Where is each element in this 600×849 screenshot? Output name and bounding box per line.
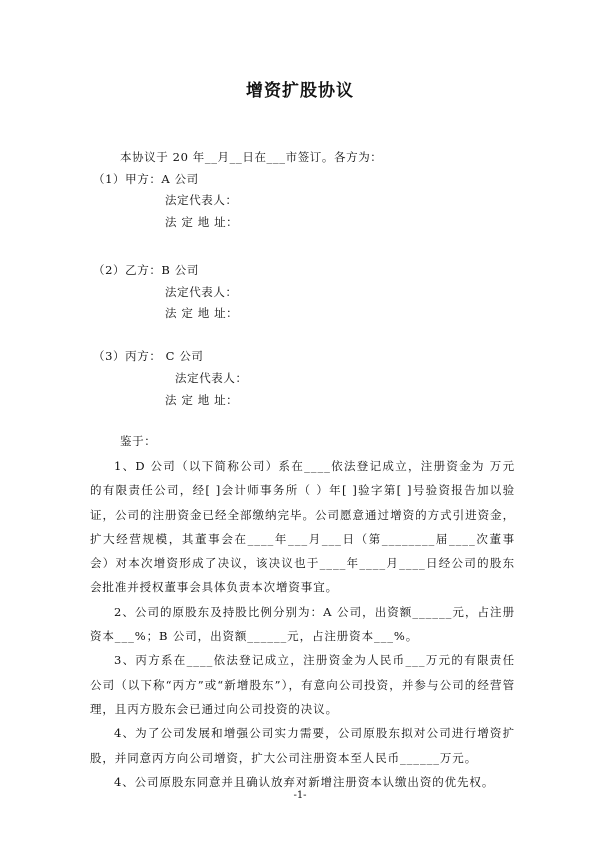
party-c-heading: （3）丙方： C 公司 xyxy=(93,349,204,363)
clause-4: 4、为了公司发展和增强公司实力需要，公司原股东拟对公司进行增资扩股，并同意丙方向公司增资，扩大公司注册资本至人民币______万元。 xyxy=(90,726,515,765)
clause-3: 3、丙方系在____依法登记成立，注册资金为人民币___万元的有限责任公司（以下称“丙方”或“新增股东”），有意向公司投资，并参与公司的经营管理，且丙方股东会已通过向公司投资的决议。 xyxy=(90,653,515,716)
clause-1: 1、D 公司（以下简称公司）系在____依法登记成立，注册资金为 万元的有限责任公司，经[ ]会计师事务所（ ）年[ ]验字第[ ]号验资报告加以验证，公司的注册资金已经全部缴纳完毕。公司愿意通过增资的方式引进资金，扩大经营规模，其董事会在____年___月___日（第________届____次董事会）对本次增资形成了决议，该决议也于____年____月____日经公司的股东会批准并授权董事会具体负责本次增资事宜。 xyxy=(90,459,515,595)
clause-5: 4、公司原股东同意并且确认放弃对新增注册资本认缴出资的优先权。 xyxy=(114,774,495,789)
whereas-label: 鉴于： xyxy=(120,434,157,448)
party-b-addr-label: 法 定 地 址： xyxy=(165,306,239,320)
whereas-clauses xyxy=(90,454,515,794)
party-b-rep-label: 法定代表人： xyxy=(165,285,238,299)
party-c-addr-label: 法 定 地 址： xyxy=(165,393,239,407)
party-a-heading: （1）甲方：A 公司 xyxy=(93,172,199,186)
preamble: 本协议于 20 年__月__日在___市签订。各方为： xyxy=(120,150,383,164)
party-a-rep-label: 法定代表人： xyxy=(165,193,238,207)
party-b-heading: （2）乙方：B 公司 xyxy=(93,263,199,277)
party-a-addr-label: 法 定 地 址： xyxy=(165,215,239,229)
clause-2: 2、公司的原股东及持股比例分别为：A 公司，出资额______元，占注册资本___%；B 公司，出资额______元，占注册资本___%。 xyxy=(90,604,515,644)
page-title: 增资扩股协议 xyxy=(246,81,354,101)
page-number: -1- xyxy=(293,790,307,801)
party-c-rep-label: 法定代表人： xyxy=(175,371,248,385)
